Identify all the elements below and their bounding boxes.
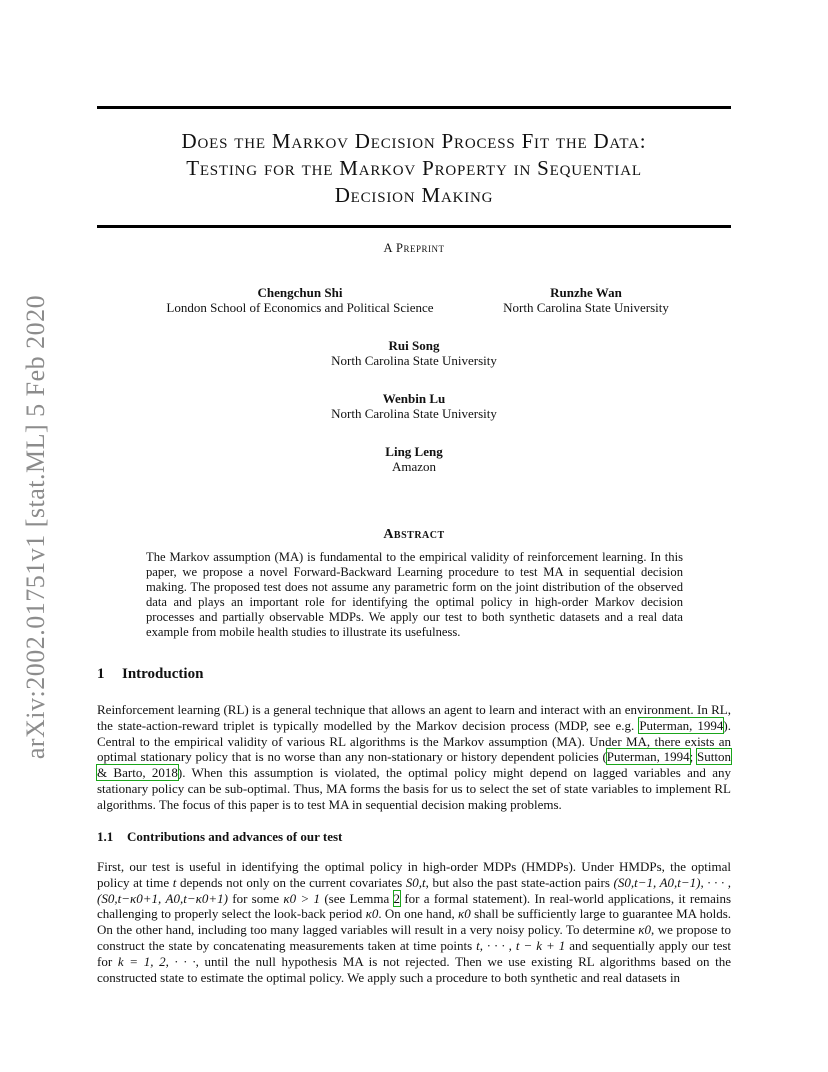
author-name: Ling Leng [385,444,443,459]
citation-link[interactable]: Puterman, 1994 [606,749,690,765]
author-affiliation: London School of Economics and Political Science [166,300,434,315]
preprint-label: A Preprint [383,241,445,255]
abstract-text: The Markov assumption (MA) is fundamental to the empirical validity of reinforcement learning. In this paper, we propose a novel Forward-Backward Learning procedure to test MA in sequential decision making. The proposed test does not assume any parametric form on the joint distribution of the observed data and plays an important role for identifying the optimal policy in high-order Markov decision processes and partially observable MDPs. We apply our test to both synthetic datasets and a real data example from mobile health studies to illustrate its usefulness. [146,550,683,639]
intro-paragraph: Reinforcement learning (RL) is a general technique that allows an agent to learn and interact with an environment. In RL, the state-action-reward triplet is typically modelled by the Markov decision process (MDP, see e.g. Puterman, 1994). Central to the empirical validity of various RL algorithms is the Markov assumption (MA). Under MA, there exists an optimal stationary policy that is no worse than any non-stationary or history dependent policies (Puterman, 1994; Sutton & Barto, 2018). When this assumption is violated, the optimal policy might depend on lagged variables and any stationary policy can be sub-optimal. Thus, MA forms the basis for us to select the set of state variables to implement RL algorithms. The focus of this paper is to test MA in sequential decision making problems. [97,702,732,812]
author-block [264,391,564,421]
title-rule-top [97,106,731,109]
subsection-heading [97,829,342,845]
author-affiliation: North Carolina State University [331,353,497,368]
citation-link[interactable]: Puterman, 1994 [639,717,724,733]
title-rule-bottom [97,225,731,228]
author-name: Rui Song [388,338,440,353]
author-block [140,285,460,315]
contributions-paragraph: First, our test is useful in identifying the optimal policy in high-order MDPs (HMDPs). Under HMDPs, the optimal policy at time t depends not only on the current covariates S0,t, but also the past state-action pairs (S0,t−1, A0,t−1), · · · , (S0,t−κ0+1, A0,t−κ0+1) for some κ0 > 1 (see Lemma 2 for a formal statement). In real-world applications, it remains challenging to properly select the look-back period κ0. On one hand, κ0 shall be sufficiently large to guarantee MA holds. On the other hand, including too many lagged variables will result in a very noisy policy. To determine κ0, we propose to construct the state by concatenating measurements taken at time points t, · · · , t − k + 1 and sequentially apply our test for k = 1, 2, · · ·, until the null hypothesis MA is not rejected. Then we use existing RL algorithms based on the constructed state to estimate the optimal policy. We apply such a procedure to both synthetic and real datasets in [97,859,732,985]
paper-title: Does the Markov Decision Process Fit the Data: Testing for the Markov Property in Sequential Decision Making [181,129,647,207]
subsection-title: Contributions and advances of our test [127,829,343,844]
author-name: Wenbin Lu [382,391,446,406]
lemma-link[interactable]: 2 [393,890,401,906]
author-name: Chengchun Shi [257,285,343,300]
author-affiliation: Amazon [391,459,437,474]
citation-link[interactable]: Sutton & Barto, 2018 [97,749,732,781]
author-block [470,285,702,315]
author-affiliation: North Carolina State University [331,406,497,421]
subsection-number: 1.1 [97,829,114,844]
abstract-heading: Abstract [383,527,445,542]
author-block [264,444,564,474]
section-title: Introduction [122,666,204,682]
author-block [264,338,564,368]
section-heading [97,666,203,683]
section-number: 1 [97,666,105,682]
author-name: Runzhe Wan [550,285,622,300]
author-affiliation: North Carolina State University [503,300,669,315]
